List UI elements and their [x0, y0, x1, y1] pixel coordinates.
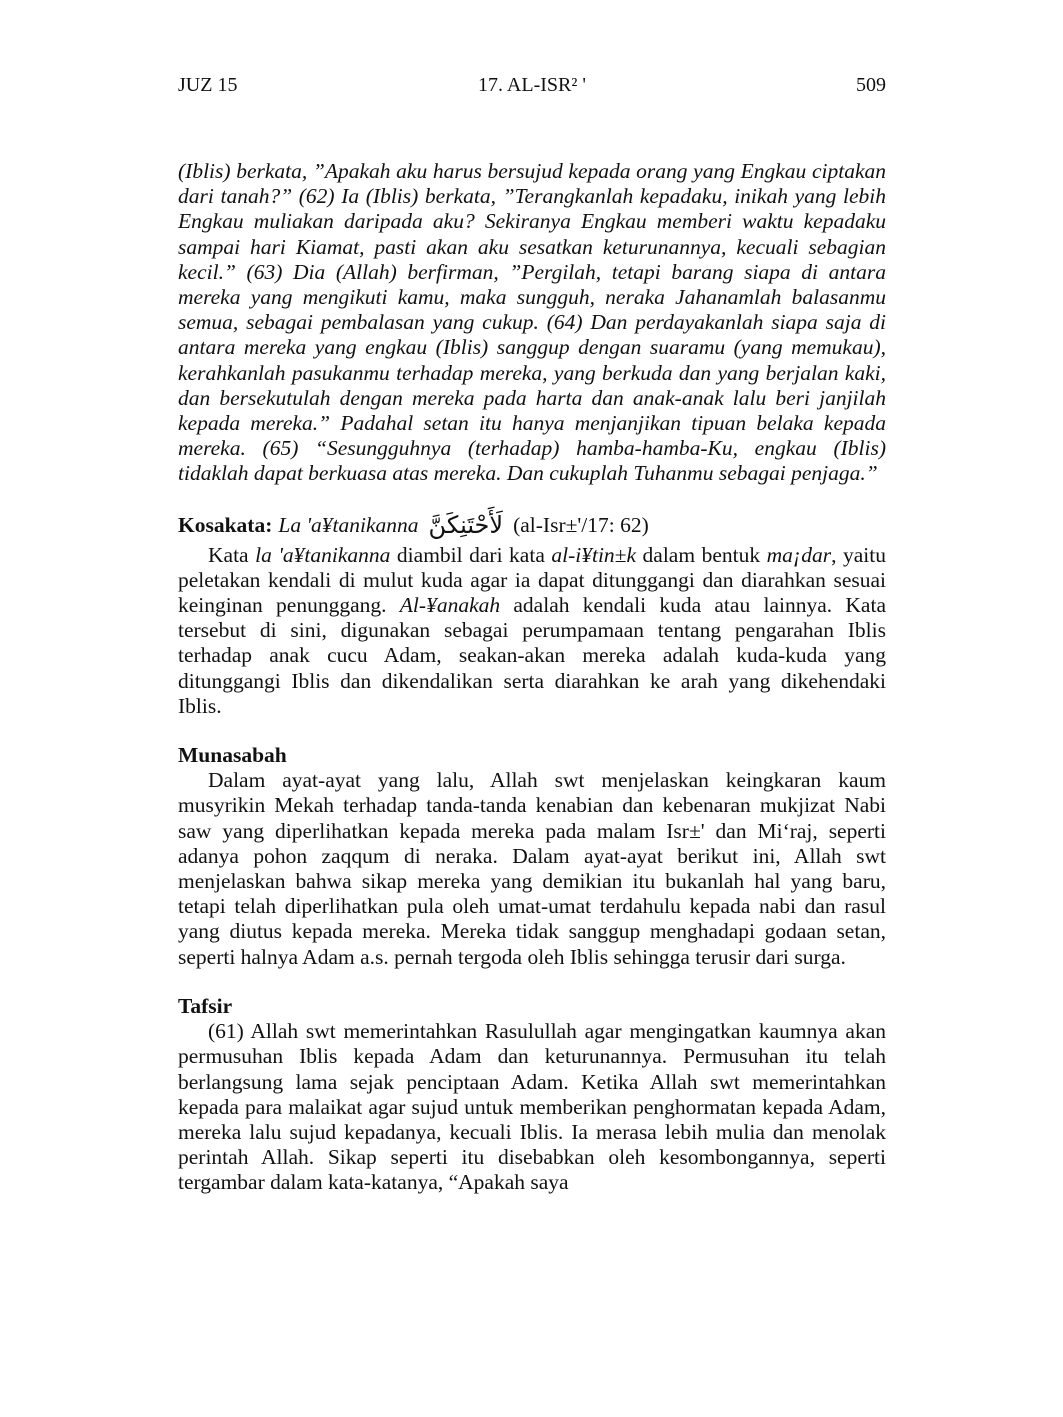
tafsir-heading: Tafsir [178, 993, 233, 1018]
kosakata-line [178, 509, 886, 543]
page-number: 509 [856, 74, 886, 96]
text-run: diambil dari kata [390, 542, 552, 567]
kosakata-paragraph [178, 543, 886, 719]
page-header [178, 74, 886, 102]
tafsir-paragraph: (61) Allah swt memerintahkan Rasulullah agar mengingatkan kaumnya akan permusuhan Iblis kepada Adam dan keturunannya. Permusuhan itu telah berlangsung lama sejak penciptaan Adam. Ketika Allah swt memerintahkan kepada para malaikat agar sujud untuk memberikan penghormatan kepada Adam, mereka lalu sujud kepadanya, kecuali Iblis. Ia merasa lebih mulia dan menolak perintah Allah. Sikap seperti itu disebabkan oleh kesombongannya, seperti tergambar dalam kata-katanya, “Apakah saya [178, 1019, 886, 1195]
text-run: adalah kendali kuda atau lainnya. Kata tersebut di sini, digunakan sebagai perumpamaan tentang pengarahan Iblis terhadap anak cucu Adam, seakan-akan mereka adalah kuda-kuda yang ditunggangi Iblis dan dikendalikan serta diarahkan ke arah yang dikehendaki Iblis. [178, 593, 886, 718]
italic-term: al-i¥tin±k [551, 542, 637, 567]
juz-label: JUZ 15 [178, 74, 238, 96]
text-run: Kata [208, 542, 256, 567]
munasabah-paragraph: Dalam ayat-ayat yang lalu, Allah swt menjelaskan keingkaran kaum musyrikin Mekah terhadap tanda-tanda kenabian dan kebenaran mukjizat Nabi saw yang diperlihatkan kepada mereka pada malam Isr±' dan Mi‘raj, seperti adanya pohon zaqqum di neraka. Dalam ayat-ayat berikut ini, Allah swt menjelaskan bahwa sikap mereka yang demikian itu bukanlah hal yang baru, tetapi telah diperlihatkan pula oleh umat-umat terdahulu kepada nabi dan rasul yang diutus kepada mereka. Mereka tidak sanggup menghadapi godaan setan, seperti halnya Adam a.s. pernah tergoda oleh Iblis sehingga terusir dari surga. [178, 768, 886, 969]
page-content [178, 159, 886, 1196]
italic-term: la 'a¥tanikanna [255, 542, 391, 567]
italic-term: ma¡dar [766, 542, 832, 567]
kosakata-reference: (al-Isr±'/17: 62) [513, 513, 649, 538]
surah-title: 17. AL-ISR² ' [478, 74, 586, 96]
text-run: dalam bentuk [636, 542, 767, 567]
italic-term: Al-¥anakah [399, 593, 501, 618]
kosakata-term: La 'a¥tanikanna [278, 513, 419, 538]
text-run: , yaitu peletakan kendali di mulut kuda agar ia dapat ditunggangi dan diarahkan sesuai keinginan penunggang. [178, 542, 886, 618]
kosakata-arabic: لَأَحْتَنِكَنَّ [428, 511, 504, 540]
munasabah-heading: Munasabah [178, 743, 287, 768]
kosakata-label: Kosakata: [178, 513, 273, 538]
translation-paragraph: (Iblis) berkata, ”Apakah aku harus bersujud kepada orang yang Engkau ciptakan dari tanah?” (62) Ia (Iblis) berkata, ”Terangkanlah kepadaku, inikah yang lebih Engkau muliakan daripada aku? Sekiranya Engkau memberi waktu kepadaku sampai hari Kiamat, pasti akan aku sesatkan keturunannya, kecuali sebagian kecil.” (63) Dia (Allah) berfirman, ”Pergilah, tetapi barang siapa di antara mereka yang mengikuti kamu, maka sungguh, neraka Jahanamlah balasanmu semua, sebagai pembalasan yang cukup. (64) Dan perdayakanlah siapa saja di antara mereka yang engkau (Iblis) sanggup dengan suaramu (yang memukau), kerahkanlah pasukanmu terhadap mereka, yang berkuda dan yang berjalan kaki, dan bersekutulah dengan mereka pada harta dan anak-anak lalu beri janjilah kepada mereka.” Padahal setan itu hanya menjanjikan tipuan belaka kepada mereka. (65) “Sesungguhnya (terhadap) hamba-hamba-Ku, engkau (Iblis) tidaklah dapat berkuasa atas mereka. Dan cukuplah Tuhanmu sebagai penjaga.” [178, 159, 886, 486]
